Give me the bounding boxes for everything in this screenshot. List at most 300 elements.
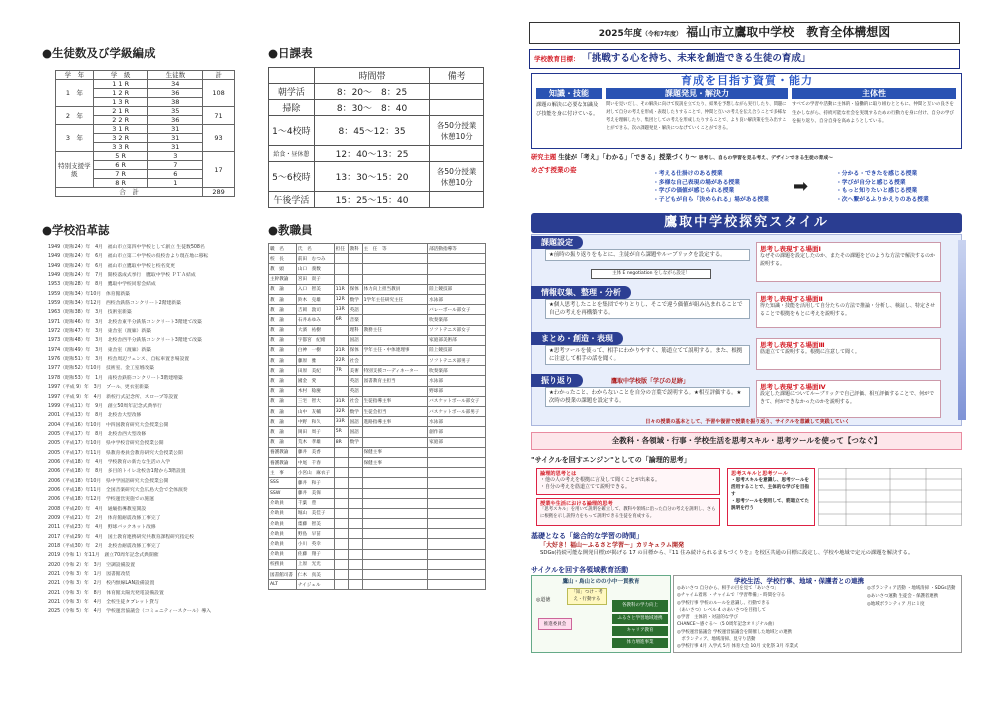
- schedule-blank-header: [269, 68, 315, 84]
- staff-cell: 音楽: [348, 315, 362, 325]
- staff-cell: 野島 早苗: [296, 529, 334, 539]
- plan-title-year: 2025年度: [598, 29, 642, 39]
- logic-box-head: 授業や生活における論理的思考: [540, 501, 613, 507]
- staff-cell: 教 諭: [269, 284, 297, 294]
- staff-cell: 介助員: [269, 519, 297, 529]
- staff-row: [269, 325, 486, 335]
- students-class: 1 1 R: [93, 80, 148, 89]
- staff-cell: [334, 508, 348, 518]
- volunteer-item: ◎ボランティア活動 ・地域清掃 ・SDGs活動: [867, 586, 956, 591]
- schedule-label: 朝学活: [269, 84, 315, 100]
- staff-row: [269, 284, 486, 294]
- aim-item: ・子どもが自ら「決められる」場がある授業: [653, 196, 769, 203]
- history-entry: 2006（平成18）年 4月 学校教育の新たな生活の入学: [48, 459, 171, 465]
- students-class: 3 3 R: [93, 143, 148, 152]
- staff-cell: [362, 335, 428, 345]
- staff-cell: 宮田 貴子: [296, 274, 334, 284]
- partnership-item: （あいさつ）レベル 4 のあいさつを目指して: [677, 607, 767, 613]
- staff-cell: [362, 559, 428, 569]
- staff-cell: 生徒会担当: [362, 407, 428, 417]
- partnership-list: [677, 585, 865, 651]
- step-head: 情報収集、整理・分析: [531, 286, 631, 299]
- plan-title-sub: （令和7年度）: [641, 31, 683, 38]
- logic-box-line: ・自分の考えを筋道立てて説明できる。: [540, 484, 631, 490]
- staff-cell: [428, 529, 486, 539]
- staff-row: [269, 305, 486, 315]
- partnership-title: 学校生活、学校行事、地域・保護者との連携: [734, 577, 864, 585]
- staff-cell: 養護教諭: [269, 447, 297, 457]
- research-text: 生徒が「考え」「わかる」「できる」授業づくり〜: [558, 154, 697, 161]
- staff-cell: [428, 274, 486, 284]
- staff-cell: 教務主任: [362, 325, 428, 335]
- staff-cell: 数学: [348, 407, 362, 417]
- staff-cell: 荒木 孝雄: [296, 437, 334, 447]
- staff-cell: 吉岡 敦司: [296, 305, 334, 315]
- research-line: [531, 152, 962, 161]
- staff-cell: [348, 274, 362, 284]
- staff-cell: [428, 508, 486, 518]
- partnership-item: ◎学習 主体的・対話的な学び: [677, 615, 738, 621]
- staff-cell: 入口 智美: [296, 284, 334, 294]
- students-row: [56, 152, 235, 161]
- staff-cell: 家庭部: [428, 437, 486, 447]
- staff-cell: 仁木 真美: [296, 570, 334, 580]
- activity-item: ふるさと学習地域連携: [612, 614, 668, 624]
- staff-row: [269, 478, 486, 488]
- students-body: [56, 80, 235, 188]
- quality-head: 知識・技能: [536, 88, 602, 99]
- students-grade: 1 年: [56, 80, 94, 107]
- volunteer-item: ◎あいさつ運動 生徒会・保護者連携: [867, 594, 939, 599]
- staff-row: [269, 437, 486, 447]
- staff-cell: 理科: [348, 325, 362, 335]
- quality-body: 問いを見いだし、その解決に向けて仮説を立てたり、結果を予想しながら実行したり、問題に対して自分の考えを形成・表現したりすることで、仲間と互いの考えを伝え合うことで多様な考えを理解したり、集団としての考えを形成したりすることで、より良い解決策を生み出すことができる。次の課題発見・解決につなげていくことができる。: [606, 102, 787, 131]
- staff-row: [269, 559, 486, 569]
- staff-cell: 特別支援コーディネーター: [362, 366, 428, 376]
- thinking-scene-title: 思考し表現する場面Ⅲ: [760, 341, 825, 349]
- aim-item: ・学びの価値が感じられる授業: [653, 188, 735, 195]
- research-label: 研究主題: [531, 154, 557, 161]
- students-subtotal: 71: [203, 107, 235, 125]
- activity-item: 各教科の学力向上: [612, 600, 668, 612]
- staff-cell: 介助員: [269, 508, 297, 518]
- skill-box-line: ・思考ツールを使用して、筋道立てた説明を行う: [731, 499, 809, 511]
- aim-item: ・もっと知りたいと感じる授業: [836, 188, 918, 195]
- history-entry: 2005（平成17）年11月 県教育委員会教育研究大会授業公開: [48, 450, 183, 456]
- connect-banner: 全教科・各領域・行事・学校生活を思考スキル・思考ツールを使って【つなぐ】: [531, 432, 962, 450]
- staff-cell: 主幹教諭: [269, 274, 297, 284]
- staff-cell: 保健主事: [362, 447, 428, 457]
- staff-cell: 進路指導主事: [362, 417, 428, 427]
- staff-cell: [362, 549, 428, 559]
- staff-cell: 6R: [334, 315, 348, 325]
- aim-item: ・分かる・できたを感じる授業: [836, 171, 918, 177]
- staff-cell: [362, 468, 428, 478]
- staff-cell: [362, 478, 428, 488]
- schedule-time: 8：30〜 8：40: [314, 100, 429, 116]
- history-entry: 2005（平成17）年10月 県中学校音研究会授業公開: [48, 441, 164, 447]
- style-title: 鷹取中学校探究スタイル: [531, 213, 962, 233]
- staff-cell: [348, 570, 362, 580]
- staff-header: 担任: [334, 244, 348, 254]
- staff-cell: [348, 488, 362, 498]
- staff-cell: [362, 529, 428, 539]
- logic-box-body: 「思考スキル」を用いて説明を確立して、教科や領域に沿った自分の考えを説明し、さらに根拠を示し説得力をもって説明できる生徒を育成する。: [540, 507, 716, 519]
- staff-cell: [362, 356, 428, 366]
- staff-cell: [362, 519, 428, 529]
- activity-item: 体力増進事業: [612, 638, 668, 648]
- staff-cell: 介助員: [269, 498, 297, 508]
- inquiry-sub: 「大好き！福山〜ふるさと学習〜」カリキュラム開発: [540, 542, 684, 549]
- tool-grid: [818, 468, 962, 526]
- staff-cell: [428, 559, 486, 569]
- staff-row: [269, 529, 486, 539]
- staff-cell: 国語: [348, 427, 362, 437]
- staff-cell: 宇都宮 紀緒: [296, 335, 334, 345]
- students-header: 学 年: [56, 71, 94, 80]
- staff-cell: [428, 549, 486, 559]
- steps-footnote: 日々の授業の基本として、予習や復習で授業を振り返り、サイクルを意識して実践していく: [645, 419, 850, 425]
- students-class: 1 3 R: [93, 98, 148, 107]
- skill-box-head: 思考スキルと思考ツール: [731, 471, 788, 477]
- step-block: [531, 236, 956, 282]
- staff-cell: [334, 580, 348, 590]
- staff-row: [269, 356, 486, 366]
- staff-cell: 教 諭: [269, 305, 297, 315]
- aim-item: ・多様な自己表現の場がある授業: [653, 179, 740, 186]
- history-entry: 2019（令和 1）年11月 創立70周年記念式典開催: [48, 553, 159, 559]
- staff-row: [269, 580, 486, 590]
- activity-title: サイクルを回す各領域教育活動: [531, 566, 629, 574]
- staff-cell: 千葉 豊: [296, 498, 334, 508]
- staff-cell: 数学: [348, 437, 362, 447]
- thinking-scene-body: なぜその課題を設定したのか、またその課題をどのような方法で解決するのか説明する。: [760, 253, 936, 267]
- staff-row: [269, 386, 486, 396]
- schedule-note-empty: [430, 146, 484, 162]
- staff-cell: 32R: [334, 407, 348, 417]
- schedule-header-time: 時間帯: [314, 68, 429, 84]
- staff-cell: 齋藤 智美: [296, 519, 334, 529]
- activity-item: 推進委員会: [538, 618, 572, 630]
- staff-cell: 三宅 智大: [296, 396, 334, 406]
- students-count: 36: [148, 116, 203, 125]
- step-desc: ★前時の振り返りをもとに、主徒が自ら課題やルーブリックを設定する。: [545, 249, 750, 261]
- plan-title-main: 福山市立鷹取中学校 教育全体構想図: [686, 25, 891, 39]
- students-table: [55, 70, 235, 197]
- step-head: まとめ・創造・表現: [531, 332, 623, 345]
- staff-cell: 教 諭: [269, 386, 297, 396]
- staff-cell: [348, 254, 362, 264]
- staff-cell: 教 諭: [269, 427, 297, 437]
- staff-cell: [334, 264, 348, 274]
- thinking-scene-title: 思考し表現する場面Ⅳ: [760, 383, 826, 391]
- thinking-scene: [756, 242, 941, 282]
- students-header-row: [56, 71, 235, 80]
- skill-box-line: ・思考スキルを意識し、思考ツールを活用することで、主体的な学びを目指す: [731, 478, 810, 497]
- staff-cell: 教 頭: [269, 264, 297, 274]
- cycle-arrow-bar: [958, 240, 966, 420]
- staff-cell: 中尾 千春: [296, 457, 334, 467]
- history-entry: 2020（令和 2）年 3月 空調設備設置: [48, 562, 135, 568]
- history-entry: 1997（平成 9）年 4月 新校行式記念所、スロープ等設置: [48, 394, 178, 400]
- staff-cell: 教 諭: [269, 437, 297, 447]
- students-total-row: [56, 188, 235, 197]
- aim-arrow: ➡: [793, 176, 809, 197]
- history-entry: 2006（平成18）年12月 学校運営実施での施運: [48, 497, 154, 503]
- staff-cell: [334, 559, 348, 569]
- staff-cell: 陸上競技部: [428, 345, 486, 355]
- staff-cell: 美術: [348, 366, 362, 376]
- schedule-time: 15：25〜15：40: [314, 192, 429, 208]
- students-subtotal: 108: [203, 80, 235, 107]
- staff-table: [268, 243, 486, 590]
- staff-cell: [334, 468, 348, 478]
- students-class: 1 2 R: [93, 89, 148, 98]
- staff-cell: [334, 457, 348, 467]
- staff-cell: ソフトテニス部男子: [428, 356, 486, 366]
- partnership-item: ◎あいさつ 自分から、相手の目を見て「あいさつ」: [677, 586, 779, 591]
- staff-cell: 教 諭: [269, 325, 297, 335]
- students-subtotal: 93: [203, 125, 235, 152]
- students-grade: 3 年: [56, 125, 94, 152]
- step-note: 鷹取中学校版「学びの足跡」: [611, 378, 690, 385]
- staff-cell: 石井あゆみ: [296, 315, 334, 325]
- staff-cell: 21R: [334, 345, 348, 355]
- students-count: 38: [148, 98, 203, 107]
- quality-body: 課題の解決に必要な知識及び技能を身に付けている。: [536, 102, 599, 117]
- staff-cell: 教 諭: [269, 376, 297, 386]
- staff-cell: 保健主事: [362, 457, 428, 467]
- staff-cell: 山中 友輔: [296, 407, 334, 417]
- staff-cell: [362, 580, 428, 590]
- quality-problem-solving: [606, 88, 788, 146]
- staff-cell: [362, 437, 428, 447]
- logic-box-2: [536, 498, 720, 526]
- staff-cell: 陸上競技部: [428, 284, 486, 294]
- history-entry: 1977（昭和52）年10月 技術室、金工室増改築: [48, 366, 154, 372]
- staff-cell: 教 諭: [269, 396, 297, 406]
- staff-cell: [428, 570, 486, 580]
- staff-cell: 教 諭: [269, 407, 297, 417]
- staff-cell: 家庭部美術部: [428, 335, 486, 345]
- step-desc: ★わかったこと、わからないことを自分の言葉で説明する。★相互評価する。★次時の授業の課題を設定する。: [545, 387, 750, 407]
- staff-cell: 野球部: [428, 386, 486, 396]
- staff-cell: 社会: [348, 356, 362, 366]
- activity-panel: [531, 575, 671, 653]
- staff-cell: 図書館司書: [269, 570, 297, 580]
- history-entry: 1978（昭和53）年 1月 南校舎鉄筋コンクリート3階建増築: [48, 375, 183, 381]
- staff-cell: 堀山 美佳子: [296, 508, 334, 518]
- staff-cell: 主 事: [269, 468, 297, 478]
- staff-row: [269, 468, 486, 478]
- staff-cell: [428, 447, 486, 457]
- staff-cell: 体力向上担当教員: [362, 284, 428, 294]
- quality-head: 主体性: [792, 88, 956, 99]
- staff-cell: [428, 457, 486, 467]
- step-desc: ★個人思考したことを集団でやりとりし、そこで違う価値が組み込まれることで自己の考えを再構築する。: [545, 299, 750, 319]
- staff-cell: [428, 580, 486, 590]
- students-count: 31: [148, 143, 203, 152]
- history-entry: 1971（昭和46）年 3月 北校舎東半分鉄筋コンクリート3階建て改築: [48, 319, 202, 325]
- staff-cell: [362, 305, 428, 315]
- staff-cell: [348, 539, 362, 549]
- staff-cell: [334, 478, 348, 488]
- staff-cell: [362, 264, 428, 274]
- schedule-time: 8：20〜 8：25: [314, 84, 429, 100]
- tool-grid-lines: [818, 468, 962, 526]
- schedule-label: 午後学活: [269, 192, 315, 208]
- staff-cell: [362, 498, 428, 508]
- staff-row: [269, 417, 486, 427]
- staff-cell: 小宮山 麻衣子: [296, 468, 334, 478]
- staff-row: [269, 519, 486, 529]
- activity-item: キャリア教育: [612, 626, 668, 636]
- staff-cell: [334, 529, 348, 539]
- history-entry: 1949（昭和24）年 4月 福山市立第四中学校として創立 生徒数508名: [48, 245, 205, 250]
- research-sub: 思考し、自らの学習を見る考え、デザインできる生徒の育成〜: [698, 156, 834, 161]
- staff-cell: [334, 386, 348, 396]
- students-count: 6: [148, 170, 203, 179]
- staff-cell: 教 諭: [269, 335, 297, 345]
- staff-cell: 22R: [334, 356, 348, 366]
- history-entry: 2006（平成18）年11月 全国音楽研究大会広島大会で全体演奏: [48, 487, 188, 493]
- staff-cell: [334, 447, 348, 457]
- staff-cell: SSW: [269, 488, 297, 498]
- volunteer-item: ◎地域ボランティア 月に１度: [867, 602, 925, 607]
- schedule-note: 各50分授業 休憩10分: [430, 116, 484, 146]
- staff-row: [269, 264, 486, 274]
- students-count: 1: [148, 179, 203, 188]
- history-entry: 1973（昭和48）年 3月 北校舎西半分鉄筋コンクリート3階建て改築: [48, 338, 202, 344]
- school-goal-label: 学校教育目標：: [534, 55, 580, 63]
- staff-cell: 前田 むつみ: [296, 254, 334, 264]
- staff-cell: 佐藤 翔子: [296, 549, 334, 559]
- partnership-item: ボランティア、地域清掃、見守り活動: [677, 637, 756, 643]
- students-row: [56, 107, 235, 116]
- students-grade: 2 年: [56, 107, 94, 125]
- staff-cell: ALT: [269, 580, 297, 590]
- staff-row: [269, 315, 486, 325]
- staff-cell: [348, 508, 362, 518]
- staff-cell: [334, 488, 348, 498]
- students-row: [56, 125, 235, 134]
- staff-cell: [362, 274, 428, 284]
- step-note: 主体 E negotiation をしながら設定！: [591, 269, 711, 279]
- staff-cell: 33R: [334, 417, 348, 427]
- students-count: 35: [148, 107, 203, 116]
- schedule-label: 給食・昼休憩: [269, 146, 315, 162]
- partnership-item: ◎学校行事 4月 入学式 5月 体育大会 10月 文化祭 3月 卒業式: [677, 644, 799, 650]
- students-count: 34: [148, 80, 203, 89]
- partnership-item: ◎学校行事 学校のルールを意識し、行動できる: [677, 600, 770, 606]
- students-class: 5 R: [93, 152, 148, 161]
- history-entry: 2025（令和 5）年 4月 学校運営協議会（コミュニティースクール）導入: [48, 609, 211, 615]
- students-class: 3 1 R: [93, 125, 148, 134]
- staff-cell: [334, 498, 348, 508]
- students-count: 31: [148, 125, 203, 134]
- schedule-note: 各50分授業 休憩10分: [430, 162, 484, 192]
- staff-cell: 創作部: [428, 427, 486, 437]
- staff-header: 教科: [348, 244, 362, 254]
- staff-cell: [428, 468, 486, 478]
- qualities-panel: [531, 73, 962, 149]
- staff-cell: 中野 和久: [296, 417, 334, 427]
- staff-cell: 水泳部: [428, 417, 486, 427]
- history-entry: 1974（昭和49）年 3月 東舎室（渡廊）新築: [48, 347, 151, 353]
- staff-cell: 山口 義数: [296, 264, 334, 274]
- staff-cell: [362, 570, 428, 580]
- staff-cell: 英語: [348, 305, 362, 315]
- inquiry-title: 基礎となる「総合的な学習の時間」: [531, 532, 643, 540]
- staff-cell: 12R: [334, 294, 348, 304]
- history-entry: 1959（昭和34）年12月 西校舎鉄筋コンクリート2階建新築: [48, 301, 181, 307]
- history-section-title: ●学校沿革誌: [42, 223, 110, 237]
- history-entry: 1972（昭和47）年 3月 東舎室（渡廊）新築: [48, 329, 151, 335]
- staff-cell: 1学年主任研究主任: [362, 294, 428, 304]
- staff-cell: [362, 488, 428, 498]
- schedule-table: [268, 67, 484, 208]
- schedule-time: 12：40〜13：25: [314, 146, 429, 162]
- history-entry: 2021（令和 3）年 1月 図書館改装: [48, 572, 131, 578]
- staff-cell: 岡田 周子: [296, 427, 334, 437]
- staff-cell: 保体: [348, 284, 362, 294]
- students-count: 31: [148, 134, 203, 143]
- partnership-panel: [673, 575, 962, 653]
- students-header: 学 級: [93, 71, 148, 80]
- staff-cell: 介助員: [269, 539, 297, 549]
- staff-cell: [428, 498, 486, 508]
- logic-box-1: [536, 468, 720, 495]
- staff-section-title: ●教職員: [268, 223, 313, 237]
- staff-cell: 養護教諭: [269, 457, 297, 467]
- activity-sub: 鷹山・鳥山とのの小中一貫教育: [562, 579, 640, 585]
- staff-row: [269, 345, 486, 355]
- thinking-scene-body: 設定した課題についてルーブリックで自己評価、相互評価することで、何ができて、何ができなかったのかを説明する。: [760, 391, 935, 405]
- staff-cell: 英語: [348, 386, 362, 396]
- history-list: [48, 243, 258, 617]
- staff-cell: [428, 519, 486, 529]
- aim-right-list: [836, 170, 962, 204]
- plan-title: [529, 22, 960, 44]
- students-row: [56, 80, 235, 89]
- staff-cell: [334, 335, 348, 345]
- students-total-value: 289: [203, 188, 235, 197]
- staff-cell: 5R: [334, 427, 348, 437]
- aim-item: ・考える仕掛けのある授業: [653, 171, 723, 177]
- staff-cell: [428, 478, 486, 488]
- history-entry: 2005（平成17）年 8月 北校舎西大型改修: [48, 431, 147, 437]
- staff-cell: [428, 539, 486, 549]
- school-goal-text: 「挑戦する心を持ち、未来を創造できる生徒の育成」: [582, 53, 811, 64]
- staff-cell: 8R: [334, 437, 348, 447]
- staff-cell: [348, 447, 362, 457]
- students-class: 2 1 R: [93, 107, 148, 116]
- schedule-note-empty: [430, 84, 484, 100]
- staff-cell: 社会: [348, 396, 362, 406]
- staff-cell: [334, 254, 348, 264]
- staff-cell: ナイジェル: [296, 580, 334, 590]
- staff-cell: 藤井 美香: [296, 447, 334, 457]
- step-head: 振り返り: [531, 374, 583, 387]
- schedule-note-empty: [430, 100, 484, 116]
- staff-cell: バスケットボール部男子: [428, 407, 486, 417]
- history-entry: 2008（平成20）年 4月 通級指導教室開設: [48, 506, 147, 512]
- staff-cell: 13R: [334, 305, 348, 315]
- students-class: 6 R: [93, 161, 148, 170]
- students-header: 生徒数: [148, 71, 203, 80]
- schedule-header-note: 備考: [430, 68, 484, 84]
- staff-cell: 保体: [348, 345, 362, 355]
